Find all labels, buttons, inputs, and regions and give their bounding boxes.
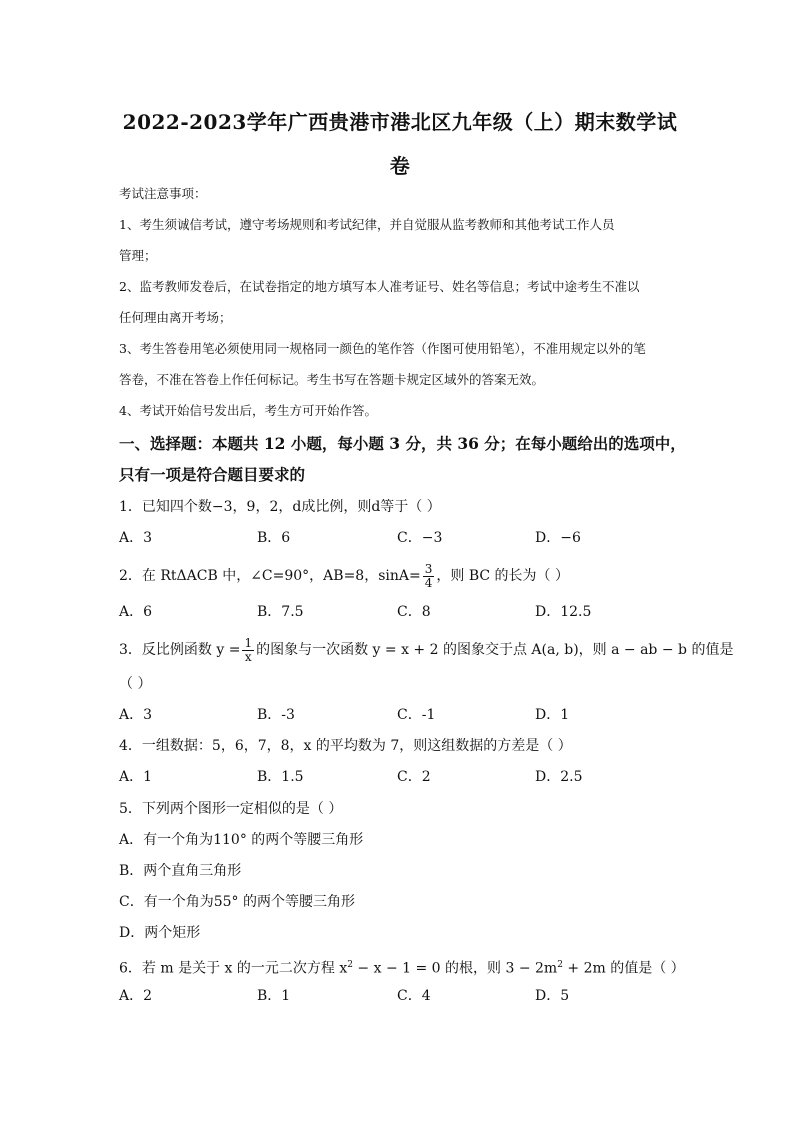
question-3-options xyxy=(119,703,699,727)
section-heading-line-2: 只有一项是符合题目要求的 xyxy=(119,465,306,484)
question-6-options xyxy=(119,984,699,1008)
option-c: C．8 xyxy=(397,604,431,620)
option-d: D．5 xyxy=(535,988,570,1004)
section-heading xyxy=(119,428,699,490)
note-line: 答卷，不准在答卷上作任何标记。考生书写在答题卡规定区域外的答案无效。 xyxy=(119,372,545,387)
note-line: 1、考生须诚信考试，遵守考场规则和考试纪律，并自觉服从监考教师和其他考试工作人员 xyxy=(119,217,615,232)
option-d: D．−6 xyxy=(535,530,581,546)
option-c: C．−3 xyxy=(397,530,443,546)
note-line: 3、考生答卷用笔必须使用同一规格同一颜色的笔作答（作图可使用铅笔），不准用规定以外的笔 xyxy=(119,341,646,356)
question-2-stem xyxy=(119,558,699,594)
question-4-options xyxy=(119,765,699,789)
exam-notes xyxy=(119,184,699,432)
question-1-options xyxy=(119,526,699,550)
option-c: C．4 xyxy=(397,988,431,1004)
fraction-denominator: 4 xyxy=(424,575,433,590)
fraction xyxy=(242,637,254,664)
option-d: D．2.5 xyxy=(535,769,583,785)
option-a: A．2 xyxy=(119,988,153,1004)
note-line: 任何理由离开考场； xyxy=(119,310,232,325)
question-5-option-d: D．两个矩形 xyxy=(119,925,201,941)
option-b: B．-3 xyxy=(257,707,295,723)
option-b: B．1 xyxy=(257,988,291,1004)
option-b: B．1.5 xyxy=(257,769,304,785)
title-line-2: 卷 xyxy=(389,154,411,178)
option-d: D．12.5 xyxy=(535,604,592,620)
option-a: A．6 xyxy=(119,604,153,620)
question-5-option-a: A．有一个角为110° 的两个等腰三角形 xyxy=(119,832,364,848)
question-5-option-c: C．有一个角为55° 的两个等腰三角形 xyxy=(119,894,355,910)
question-1-stem: 1．已知四个数−3，9，2，d成比例，则d等于（ ） xyxy=(119,499,441,515)
question-6-text-b: − x − 1 = 0 的根，则 3 − 2m xyxy=(352,960,558,977)
option-c: C．2 xyxy=(397,769,431,785)
fraction-numerator: 1 xyxy=(244,635,253,650)
question-2-text-a: 2．在 RtΔACB 中，∠C=90°，AB=8，sinA= xyxy=(119,568,421,584)
option-a: A．3 xyxy=(119,530,153,546)
section-heading-line-1: 一、选择题：本题共 12 小题，每小题 3 分，共 36 分；在每小题给出的选项中， xyxy=(119,434,686,453)
question-6-text-a: 6．若 m 是关于 x 的一元二次方程 x xyxy=(119,960,348,977)
question-6-text-c: + 2m 的值是（ ） xyxy=(562,960,685,977)
option-a: A．1 xyxy=(119,769,153,785)
question-2-options xyxy=(119,600,699,624)
question-4-stem: 4．一组数据：5，6，7，8，x 的平均数为 7，则这组数据的方差是（ ） xyxy=(119,738,572,754)
fraction-denominator: x xyxy=(244,649,252,664)
notes-heading: 考试注意事项： xyxy=(119,186,207,201)
option-a: A．3 xyxy=(119,707,153,723)
fraction xyxy=(423,563,435,590)
note-line: 2、监考教师发卷后，在试卷指定的地方填写本人准考证号、姓名等信息；考试中途考生不准以 xyxy=(119,279,640,294)
question-3-stem xyxy=(119,632,734,668)
title-line-1: 2022-2023学年广西贵港市港北区九年级（上）期末数学试 xyxy=(122,110,678,134)
option-c: C．-1 xyxy=(397,707,436,723)
question-6-stem xyxy=(119,953,699,981)
question-3-text-b: 的图象与一次函数 y = x + 2 的图象交于点 A(a, b)，则 a − ab − b 的值是 xyxy=(256,642,734,658)
option-b: B．6 xyxy=(257,530,291,546)
question-3-answer-bracket: （ ） xyxy=(119,676,152,692)
question-2-text-b: ，则 BC 的长为（ ） xyxy=(436,568,570,584)
exponent: 2 xyxy=(347,960,353,970)
note-line: 管理； xyxy=(119,248,157,263)
exponent: 2 xyxy=(557,960,563,970)
page-title xyxy=(110,100,690,188)
question-3-text-a: 3．反比例函数 y = xyxy=(119,642,241,658)
option-d: D．1 xyxy=(535,707,570,723)
question-5-option-b: B．两个直角三角形 xyxy=(119,863,242,879)
question-5-stem: 5．下列两个图形一定相似的是（ ） xyxy=(119,801,343,817)
fraction-numerator: 3 xyxy=(424,561,433,576)
option-b: B．7.5 xyxy=(257,604,304,620)
note-line: 4、考试开始信号发出后，考生方可开始作答。 xyxy=(119,403,377,418)
